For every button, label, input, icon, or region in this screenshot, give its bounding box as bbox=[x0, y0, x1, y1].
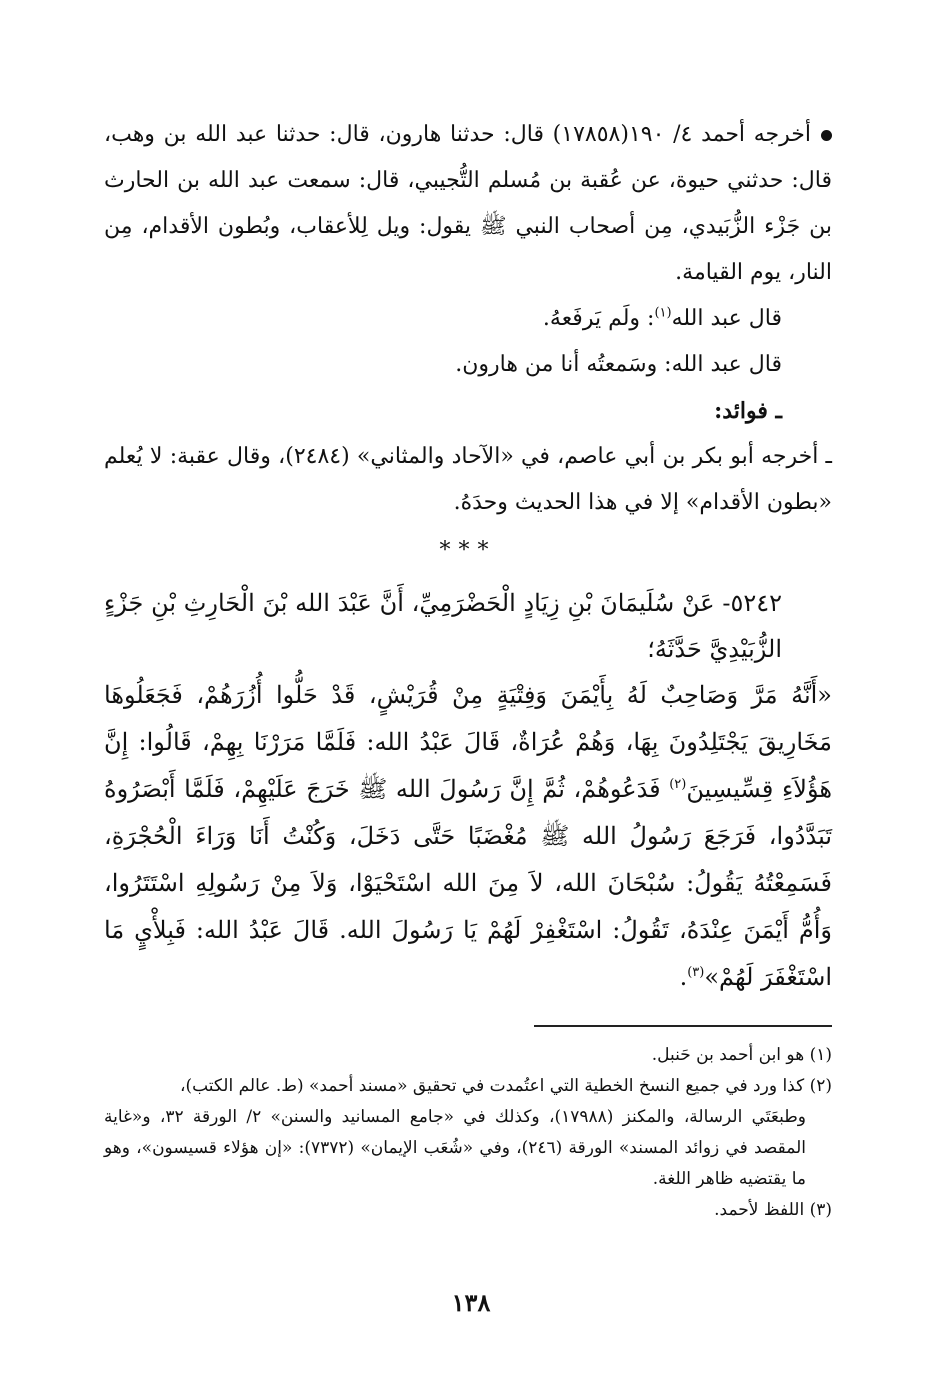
footnote-3: (٣) اللفظ لأحمد. bbox=[714, 1200, 832, 1220]
hadith-text-part2: فَدَعُوهُمْ، ثُمَّ إِنَّ رَسُولَ الله ﷺ خَرَجَ عَلَيْهِمْ، فَلَمَّا أَبْصَرُوهُ تَبَدَّدُوا، فَرَجَعَ رَسُولُ الله ﷺ مُغْضَبًا حَتَّى دَخَلَ، وَكُنْتُ أَنَا وَرَاءَ الْحُجْرَةِ، فَسَمِعْتُهُ يَقُولُ: سُبْحَانَ الله، لاَ مِنَ الله اسْتَحْيَوْا، وَلاَ مِنْ رَسُولِهِ اسْتَتَرُوا، وَأُمُّ أَيْمَنَ عِنْدَهُ، تَقُولُ: اسْتَغْفِرْ لَهُمْ يَا رَسُولَ الله. قَالَ عَبْدُ الله: فَبِلأْيٍ مَا اسْتَغْفَرَ لَهُمْ» bbox=[104, 775, 832, 991]
footnote-2-first: (٢) كذا ورد في جميع النسخ الخطية التي اعتُمدت في تحقيق «مسند أحمد» (ط. عالم الكتب)، bbox=[179, 1076, 832, 1096]
fawaid-text: ـ أخرجه أبو بكر بن أبي عاصم، في «الآحاد والمثاني» (٢٤٨٤)، وقال عقبة: لا يُعلم «بطون الأقدام» إلا في هذا الحديث وحدَهُ. bbox=[104, 444, 833, 515]
abdullah-note-1 bbox=[104, 296, 832, 342]
hadith-body bbox=[104, 672, 832, 1001]
note1-prefix: قال عبد الله bbox=[671, 306, 782, 331]
page-number: ١٣٨ bbox=[451, 1288, 491, 1317]
section-separator: *** bbox=[439, 538, 497, 563]
footnote-ref-3: (٣) bbox=[687, 965, 705, 980]
hadith-heading: ٥٢٤٢- عَنْ سُلَيمَانَ بْنِ زِيَادٍ الْحَضْرَمِيِّ، أَنَّ عَبْدَ الله بْنَ الْحَارِثِ بْنِ جَزْءٍ الزُّبَيْدِيَّ حَدَّثَهُ؛ bbox=[104, 589, 782, 663]
main-text-block bbox=[104, 112, 832, 1001]
bullet-icon bbox=[821, 130, 832, 141]
hadith-text-part1: «أَنَّهُ مَرَّ وَصَاحِبٌ لَهُ بِأَيْمَنَ وَفِتْيَةٍ مِنْ قُرَيْشٍ، قَدْ حَلُّوا أُزُرَهُمْ، فَجَعَلُوهَا مَخَارِيقَ يَجْتَلِدُونَ بِهَا، وَهُمْ عُرَاةٌ، قَالَ عَبْدُ الله: فَلَمَّا مَرَرْنَا بِهِمْ، قَالُوا: إِنَّ هَؤُلاَءِ قِسِّيسِينَ bbox=[104, 681, 833, 803]
takhrij-text: أخرجه أحمد ٤/ ١٩٠(١٧٨٥٨) قال: حدثنا هارون، قال: حدثنا عبد الله بن وهب، قال: حدثني حيوة، عن عُقبة بن مُسلم التُّجيبي، قال: سمعت عبد الله بن الحارث بن جَزْء الزُّبَيدي، مِن أصحاب النبي ﷺ يقول: ويل لِلأعقاب، وبُطون الأقدام، مِن النار، يوم القيامة. bbox=[104, 122, 832, 285]
abdullah-note-2: قال عبد الله: وسَمعتُه أنا من هارون. bbox=[455, 352, 782, 377]
fawaid-heading: ـ فوائد: bbox=[714, 398, 782, 424]
takhrij-paragraph bbox=[104, 112, 832, 296]
footnote-ref-2: (٢) bbox=[669, 777, 687, 792]
footnote-2-continued: وطبعَتَي الرسالة، والمكنز (١٧٩٨٨)، وكذلك في «جامع المسانيد والسنن» ٢/ الورقة ٣٢، و«غاية المقصد في زوائد المسند» الورقة (٢٤٦)، وفي «شُعَب الإيمان» (٧٣٧٢): «إن هؤلاء قسيسون»، وهو ما يقتضيه ظاهر اللغة. bbox=[104, 1107, 806, 1189]
hadith-end: . bbox=[679, 963, 688, 991]
footnotes-block bbox=[104, 1040, 832, 1226]
note1-suffix: : ولَم يَرفَعهُ. bbox=[542, 306, 655, 331]
footnote-divider bbox=[534, 1025, 832, 1027]
footnote-1: (١) هو ابن أحمد بن حَنبل. bbox=[651, 1045, 832, 1065]
footnote-ref-1: (١) bbox=[654, 305, 672, 321]
